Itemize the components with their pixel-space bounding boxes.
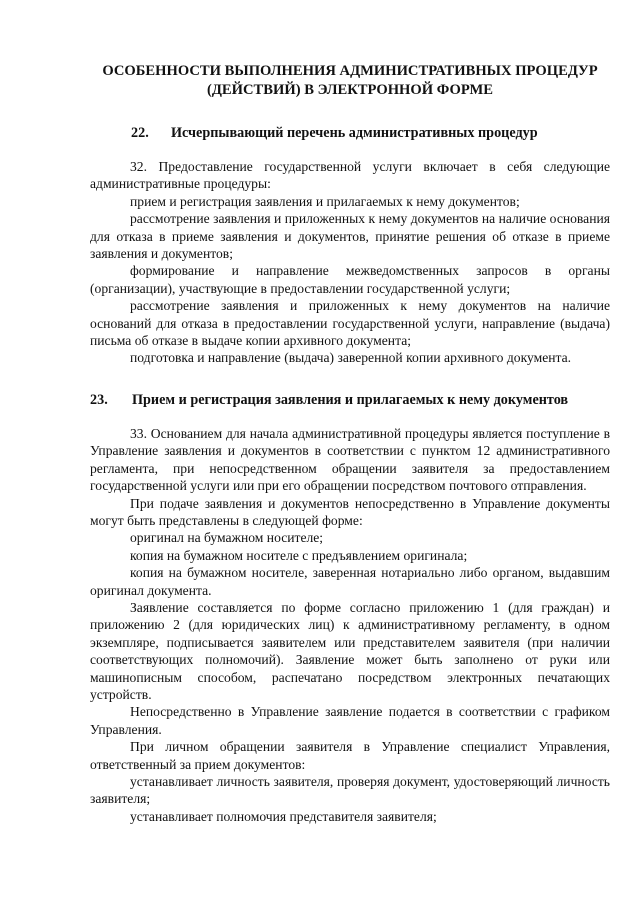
section-22-body bbox=[90, 158, 610, 367]
paragraph: копия на бумажном носителе, заверенная нотариально либо органом, выдавшим оригинал документа. bbox=[90, 565, 610, 598]
paragraph: Непосредственно в Управление заявление подается в соответствии с графиком Управления. bbox=[90, 704, 610, 737]
paragraph: рассмотрение заявления и приложенных к нему документов на наличие оснований для отказа в предоставлении государственной услуги, направление (выдача) письма об отказе в выдаче копии архивного документа; bbox=[90, 298, 610, 349]
document-title bbox=[90, 62, 610, 100]
section-22-title: Исчерпывающий перечень административных процедур bbox=[171, 125, 538, 141]
paragraph: При личном обращении заявителя в Управление специалист Управления, ответственный за прием документов: bbox=[90, 739, 610, 772]
section-23-number: 23. bbox=[90, 391, 108, 408]
paragraph: подготовка и направление (выдача) заверенной копии архивного документа. bbox=[130, 350, 572, 366]
paragraph: устанавливает полномочия представителя заявителя; bbox=[130, 808, 437, 824]
section-23-body bbox=[90, 425, 610, 825]
paragraph: копия на бумажном носителе с предъявлением оригинала; bbox=[130, 547, 468, 563]
paragraph: Заявление составляется по форме согласно приложению 1 (для граждан) и приложению 2 (для юридических лиц) к административному регламенту, в одном экземпляре, подписывается заявителем или представителем заявителя (при наличии соответствующих полномочий). Заявление может быть заполнено от руки или машинописным способом, распечатано посредством электронных печатающих устройств. bbox=[90, 599, 610, 702]
paragraph: рассмотрение заявления и приложенных к нему документов на наличие основания для отказа в приеме заявления и документов, принятие решения об отказе в приеме заявления и документов; bbox=[90, 211, 610, 262]
section-23-heading bbox=[90, 391, 610, 409]
paragraph: При подаче заявления и документов непосредственно в Управление документы могут быть представлены в следующей форме: bbox=[90, 495, 610, 528]
paragraph: прием и регистрация заявления и прилагаемых к нему документов; bbox=[130, 193, 520, 209]
section-22-number: 22. bbox=[131, 125, 149, 141]
document-title-line-1: ОСОБЕННОСТИ ВЫПОЛНЕНИЯ АДМИНИСТРАТИВНЫХ ПРОЦЕДУР bbox=[102, 63, 598, 79]
paragraph: 32. Предоставление государственной услуги включает в себя следующие административные процедуры: bbox=[90, 159, 610, 192]
document-title-line-2: (ДЕЙСТВИЙ) В ЭЛЕКТРОННОЙ ФОРМЕ bbox=[207, 82, 493, 98]
section-22-heading bbox=[90, 124, 610, 142]
document-page bbox=[90, 62, 610, 825]
paragraph: устанавливает личность заявителя, проверяя документ, удостоверяющий личность заявителя; bbox=[90, 774, 610, 807]
paragraph: формирование и направление межведомственных запросов в органы (организации), участвующие в предоставлении государственной услуги; bbox=[90, 263, 610, 296]
paragraph: 33. Основанием для начала административной процедуры является поступление в Управление заявления и документов в соответствии с пунктом 12 административного регламента, при непосредственном обращении заявителя за предоставлением государственной услуги или при его обращении посредством почтового отправления. bbox=[90, 425, 610, 494]
paragraph: оригинал на бумажном носителе; bbox=[130, 530, 324, 546]
section-23-title: Прием и регистрация заявления и прилагаемых к нему документов bbox=[132, 391, 569, 408]
